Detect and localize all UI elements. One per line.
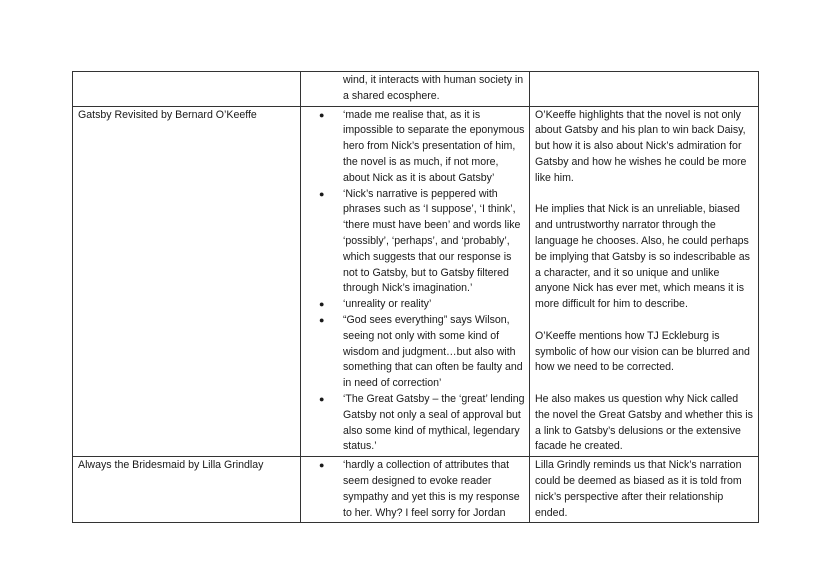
bullet-icon: ●	[319, 314, 325, 325]
quote-item: ● ‘unreality or reality’	[306, 297, 525, 313]
quote-item: ● ‘Nick’s narrative is peppered with phrases such as ‘I suppose’, ‘I think’, ‘there must have been’ and words like ‘possibly’, ‘perhaps’, and ‘probably’, which suggests that our response is not to Gatsby, but to Gatsby filtered through Nick’s imagination.’	[319, 187, 521, 295]
analysis-paragraph: O’Keeffe mentions how TJ Eckleburg is symbolic of how our vision can be blurred and how we need to be corrected.	[535, 329, 750, 374]
quote-continuation: wind, it interacts with human society in a shared ecosphere.	[343, 74, 524, 102]
quote-item: ● “God sees everything” says Wilson, seeing not only with some kind of wisdom and judgment…but also with something that can often be faulty and in need of correction’	[319, 313, 523, 390]
table-row	[73, 106, 759, 457]
table-row	[73, 72, 759, 107]
quotes-cell	[301, 106, 530, 457]
quote-list	[306, 458, 525, 521]
analysis-cell	[530, 457, 759, 523]
analysis-paragraph: O’Keeffe highlights that the novel is not only about Gatsby and his plan to win back Daisy, but how it is also about Nick’s admiration for Gatsby and how he wishes he could be more like him.	[535, 108, 747, 184]
bullet-icon: ●	[319, 188, 325, 199]
analysis-paragraph: He also makes us question why Nick called the novel the Great Gatsby and whether this is a link to Gatsby’s delusions or the extensive facade he created.	[535, 392, 753, 453]
source-title-cell: Always the Bridesmaid by Lilla Grindlay	[73, 457, 301, 523]
notes-table	[72, 71, 759, 523]
bullet-icon: ●	[319, 460, 325, 471]
bullet-icon: ●	[319, 109, 325, 120]
source-title-cell	[73, 72, 301, 107]
bullet-icon: ●	[319, 299, 325, 310]
quote-item: ● ‘The Great Gatsby – the ‘great’ lending Gatsby not only a seal of approval but also some kind of mythical, legendary status.’	[319, 392, 525, 453]
quotes-cell	[301, 72, 530, 107]
source-title-cell: Gatsby Revisited by Bernard O’Keeffe	[73, 106, 301, 457]
bullet-icon: ●	[319, 393, 325, 404]
quotes-cell	[301, 457, 530, 523]
analysis-paragraph: Lilla Grindly reminds us that Nick’s narration could be deemed as biased as it is told from nick’s perspective after their relationship ended.	[535, 459, 742, 519]
table-row	[73, 457, 759, 523]
quote-list	[306, 108, 525, 456]
quote-item: ● ‘made me realise that, as it is impossible to separate the eponymous hero from Nick’s presentation of him, the novel is as much, if not more, about Nick as it is about Gatsby’	[319, 108, 525, 184]
analysis-cell	[530, 106, 759, 457]
quote-item: ● ‘hardly a collection of attributes that seem designed to evoke reader sympathy and yet this is my response to her. Why? I feel sorry for Jordan	[319, 459, 520, 519]
analysis-cell	[530, 72, 759, 107]
analysis-paragraph: He implies that Nick is an unreliable, biased and untrustworthy narrator through the language he chooses. Also, he could perhaps be implying that Gatsby is so indescribable as a character, and it so unique and unlike anyone Nick has ever met, which means it is more difficult for him to describe.	[535, 203, 750, 311]
